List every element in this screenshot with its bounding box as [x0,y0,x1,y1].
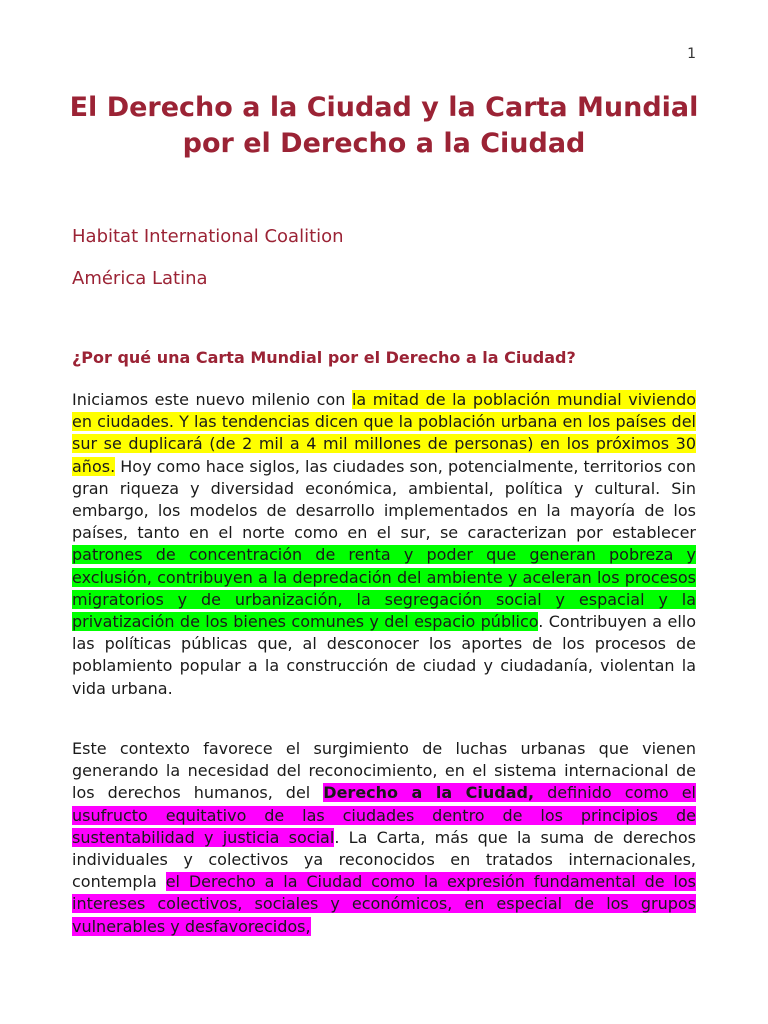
highlight-magenta-definition: definido como el usufructo equitativo de las ciudades dentro de los principios de sustentabilidad y justicia social [72,783,697,847]
page-number: 1 [687,46,696,62]
highlight-green-patterns: patrones de concentración de renta y poder que generan pobreza y exclusión, contribuyen a la depredación del ambiente y aceleran los procesos migratorios y de urbanización, la segregación social y espacial y la privatización de los bienes comunes y del espacio público [72,545,696,632]
paragraph-1-text-c: . Contribuyen a ello las políticas públicas que, al desconocer los aportes de los procesos de poblamiento popular a la construcción de ciudad y ciudadanía, violentan la vida urbana. [72,612,696,698]
paragraph-1-text-a: Iniciamos este nuevo milenio con [72,390,352,409]
highlight-magenta-expression: el Derecho a la Ciudad como la expresión fundamental de los intereses colectivos, sociales y económicos, en especial de los grupos vulnerables y desfavorecidos, [72,872,697,936]
author-region: América Latina [72,268,208,289]
paragraph-2-text-a: Este contexto favorece el surgimiento de luchas urbanas que vienen generando la necesidad del reconocimiento, en el sistema internacional de los derechos humanos, del [72,739,696,803]
highlight-yellow-population: la mitad de la población mundial viviendo en ciudades. Y las tendencias dicen que la población urbana en los países del sur se duplicará (de 2 mil a 4 mil millones de personas) en los próximos 30 años. [72,390,697,476]
document-title: El Derecho a la Ciudad y la Carta Mundial por el Derecho a la Ciudad [69,92,699,159]
paragraph-2-text-b: . La Carta, más que la suma de derechos individuales y colectivos ya reconocidos en tratados internacionales, contempla [72,827,697,892]
paragraph-1 [72,389,696,700]
author-organization: Habitat International Coalition [72,226,344,247]
paragraph-2 [72,738,696,938]
highlight-magenta-right-to-city: Derecho a la Ciudad, [323,783,535,803]
paragraph-1-text-b: Hoy como hace siglos, las ciudades son, potencialmente, territorios con gran riqueza y diversidad económica, ambiental, política y cultural. Sin embargo, los modelos de desarrollo implementados en la mayoría de los países, tanto en el norte como en el sur, se caracterizan por establecer [72,456,696,543]
section-heading: ¿Por qué una Carta Mundial por el Derecho a la Ciudad? [72,348,576,367]
